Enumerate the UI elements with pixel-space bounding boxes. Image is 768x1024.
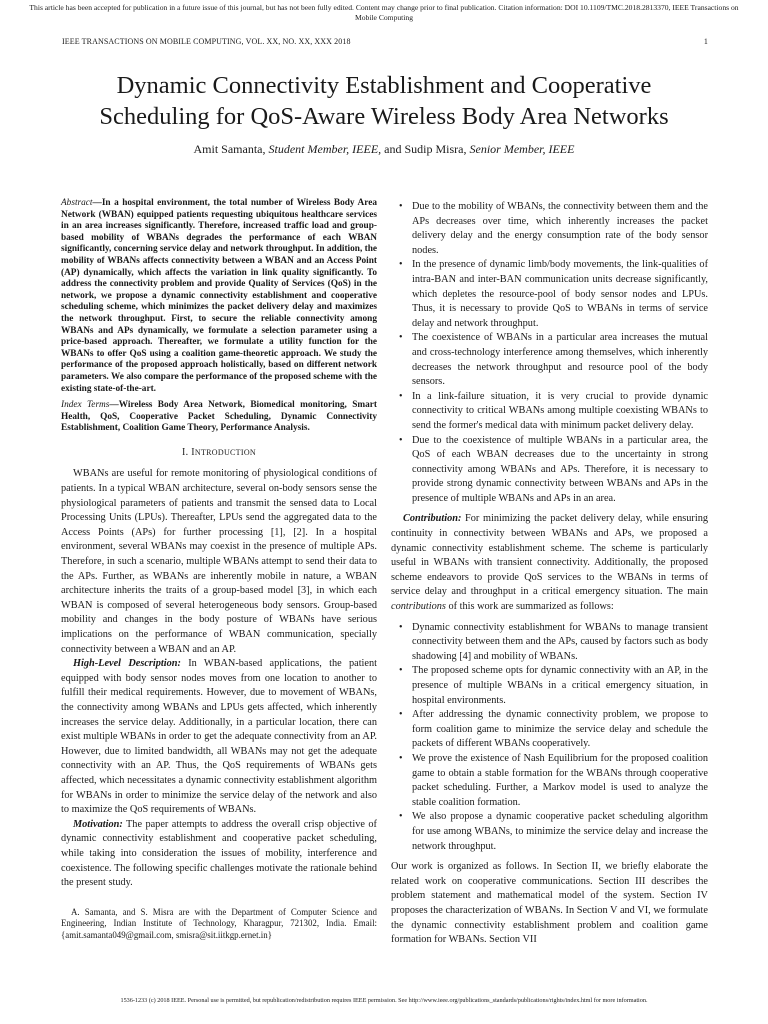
list-item: • After addressing the dynamic connectivity problem, we propose to form coalition game to minimize the service delay and schedule the packets of different WBANs cooperatively. [391, 708, 708, 752]
contribution-text-1: For minimizing the packet delivery delay, while ensuring continuity in connectivity between WBANs and APs, we proposed a dynamic connectivity establishment scheme. The scheme is particularly useful in WBANs with transient connectivity. Additionally, the proposed scheme endeavors to provide QoS services to the WBANs in terms of service delay and throughput in a critical emergency situation. The main [391, 513, 708, 598]
contribution-text-2: of this work are summarized as follows: [445, 601, 614, 613]
intro-paragraph-3 [61, 818, 377, 891]
list-item: • The proposed scheme opts for dynamic connectivity with an AP, in the presence of multiple WBANs in a critical emergency situation, in hospital environments. [391, 664, 708, 708]
author-2: and Sudip Misra, [384, 142, 467, 156]
intro-paragraph-3-text: The paper attempts to address the overall crisp objective of dynamic connectivity establishment and cooperative packet scheduling, while taking into consideration the issues of mobility, interference and coexistence. The following specific challenges motivate the rationale behind the present study. [61, 818, 377, 889]
list-item: • Dynamic connectivity establishment for WBANs to manage transient connectivity between them and the APs, caused by factors such as body shadowing [4] and mobility of WBANs. [391, 621, 708, 665]
contributions-list [391, 621, 708, 855]
author-line [40, 142, 728, 157]
page-number: 1 [703, 37, 708, 46]
right-column [391, 200, 708, 948]
list-item: • In a link-failure situation, it is very crucial to provide dynamic connectivity to critical WBANs among multiple coexisting WBANs to send the former's medical data with minimum packet delivery delay. [391, 390, 708, 434]
contribution-label: Contribution: [403, 513, 462, 525]
list-item: • The coexistence of WBANs in a particular area increases the mutual and cross-technology interference among themselves, which inherently decreases the network throughput and resource pool of the body sensors. [391, 331, 708, 389]
journal-header: IEEE TRANSACTIONS ON MOBILE COMPUTING, VOL. XX, NO. XX, XXX 2018 [62, 37, 351, 46]
title-line-1: Dynamic Connectivity Establishment and Cooperative [116, 72, 652, 99]
high-level-label: High-Level Description: [73, 658, 181, 670]
author-1: Amit Samanta, [193, 142, 266, 156]
publication-notice: This article has been accepted for publication in a future issue of this journal, but has not been fully edited. Content may change prior to final publication. Citation information: DOI 10.1109/TMC.2018.2813370, IEEE Transactions on Mobile Computing [29, 3, 739, 22]
motivation-label: Motivation: [73, 818, 123, 830]
list-item: • Due to the coexistence of multiple WBANs in a particular area, the QoS of each WBAN decreases due to the uncertainty in strong connectivity among WBANs and APs. Therefore, it is necessary to provide strong dynamic connectivity between WBANs and APs in the presence of multiple WBANs and APs in an area. [391, 434, 708, 507]
intro-paragraph-2-text: In WBAN-based applications, the patient equipped with body sensor nodes moves from one location to another to fulfill their medical requirements. However, due to movement of WBANs, the connectivity among WBANs and LPUs gets affected, which inherently increases the service delay. Additionally, in a particular location, there can exist multiple WBANs in order to get the adequate connectivity from an AP. However, due to limited bandwidth, all WBANs may not get the adequate connectivity with an AP. Thus, the QoS requirements of WBANs gets affected, which necessitates a dynamic connectivity establishment algorithm for WBANs in order to minimize the service delay of the network and also to maximize the QoS requirements of WBANs. [61, 658, 377, 816]
section-first-letter: I [191, 446, 195, 458]
author-footnote: A. Samanta, and S. Misra are with the Department of Computer Science and Engineering, Indian Institute of Technology, Kharagpur, 721302, India. Email: {amit.samanta049@gmail.com, smisra@sit.iitkgp.ernet.in} [61, 906, 377, 940]
section-number: I. [182, 446, 189, 458]
abstract-label: Abstract [61, 198, 93, 208]
list-item: • We prove the existence of Nash Equilibrium for the proposed coalition game to obtain a stable formation for the WBANs through cooperative packet scheduling. Further, a Markov model is used to analyze the stable coalition formation. [391, 752, 708, 810]
index-terms [61, 400, 377, 435]
organization-paragraph: Our work is organized as follows. In Section II, we briefly elaborate the related work on cooperative communications. Section III describes the problem statement and mathematical model of the system. Section IV proposes the characterization of WBANs. In Section V and VI, we formulate the dynamic connectivity establishment problem and coalition game formation for WBANs. Section VII [391, 861, 708, 946]
intro-paragraph-2 [61, 657, 377, 818]
abstract-text: —In a hospital environment, the total number of Wireless Body Area Network (WBAN) equipped patients requesting ubiquitous healthcare services in an area increases significantly. Therefore, increased traffic load and group-based mobility of WBANs degrades the performance of each WBAN significantly, concerning service delay and network throughput. In addition, the mobility of WBANs affects connectivity between a WBAN and an Access Point (AP) dynamically, which affects the variation in link quality significantly. To address the connectivity problem and provide Quality of Services (QoS) in the network, we propose a dynamic connectivity establishment and cooperative scheduling scheme, which minimizes the packet delivery delay and maximizes the network throughput. First, to secure the reliable connectivity among WBANs and APs dynamically, we formulate a selection parameter using a price-based approach. Thereafter, we formulate a utility function for the WBANs to offer QoS using a coalition game-theoretic approach. We study the performance of the proposed approach holistically, based on different network parameters. We also compare the performance of the proposed scheme with the existing state-of-the-art. [61, 198, 377, 394]
list-item: • In the presence of dynamic limb/body movements, the link-qualities of intra-BAN and inter-BAN communication units decrease significantly, which depletes the resource-pool of body sensor nodes and LPUs. Thus, it is necessary to provide QoS to WBANs in terms of service delay and network throughput. [391, 258, 708, 331]
running-header [62, 37, 708, 46]
contribution-paragraph [391, 512, 708, 614]
section-rest: NTRODUCTION [194, 447, 256, 457]
section-heading [61, 446, 377, 461]
challenges-list [391, 200, 708, 506]
paper-title [40, 70, 728, 132]
copyright-footer: 1536-1233 (c) 2018 IEEE. Personal use is permitted, but republication/redistribution requires IEEE permission. See http://www.ieee.org/publications_standards/publications/rights/index.html for more information. [120, 997, 648, 1004]
author-2-role: Senior Member, IEEE [469, 142, 575, 156]
intro-paragraph-1: WBANs are useful for remote monitoring of physiological conditions of patients. In a typical WBAN architecture, several on-body sensors sense the physiological parameters of patients and transmit the sensed data to Local Processing Units (LPUs). Thereafter, LPUs send the aggregated data to the Access Points (APs) for further processing [1], [2]. In a hospital environment, several WBANs may coexist in the presence of multiple APs. Therefore, in such a scenario, multiple WBANs attempt to send their data to the APs. Further, as WBANs are inherently mobile in nature, a WBAN architecture inherits the traits of a group-based model [3], in which each WBAN is composed of several heterogeneous body sensors. Group-based mobility and changes in the body posture of WBANs have serious implications on the performance of WBAN communication, specially connectivity between a WBAN and an AP. [61, 468, 377, 655]
index-terms-text: —Wireless Body Area Network, Biomedical monitoring, Smart Health, QoS, Cooperative Packet Scheduling, Dynamic Connectivity Establishment, Coalition Game Theory, Performance Analysis. [61, 400, 377, 434]
list-item: • We also propose a dynamic cooperative packet scheduling algorithm for use among WBANs, to minimize the service delay and increase the network throughput. [391, 810, 708, 854]
contribution-emphasis: contributions [391, 601, 446, 613]
index-terms-label: Index Terms [61, 400, 110, 411]
title-line-2: Scheduling for QoS-Aware Wireless Body Area Networks [99, 103, 669, 130]
left-column [61, 198, 377, 941]
abstract [61, 198, 377, 395]
author-1-role: Student Member, IEEE, [268, 142, 382, 156]
list-item: • Due to the mobility of WBANs, the connectivity between them and the APs decreases over time, which inherently increases the packet delivery delay and the energy consumption rate of the body sensor nodes. [391, 200, 708, 258]
